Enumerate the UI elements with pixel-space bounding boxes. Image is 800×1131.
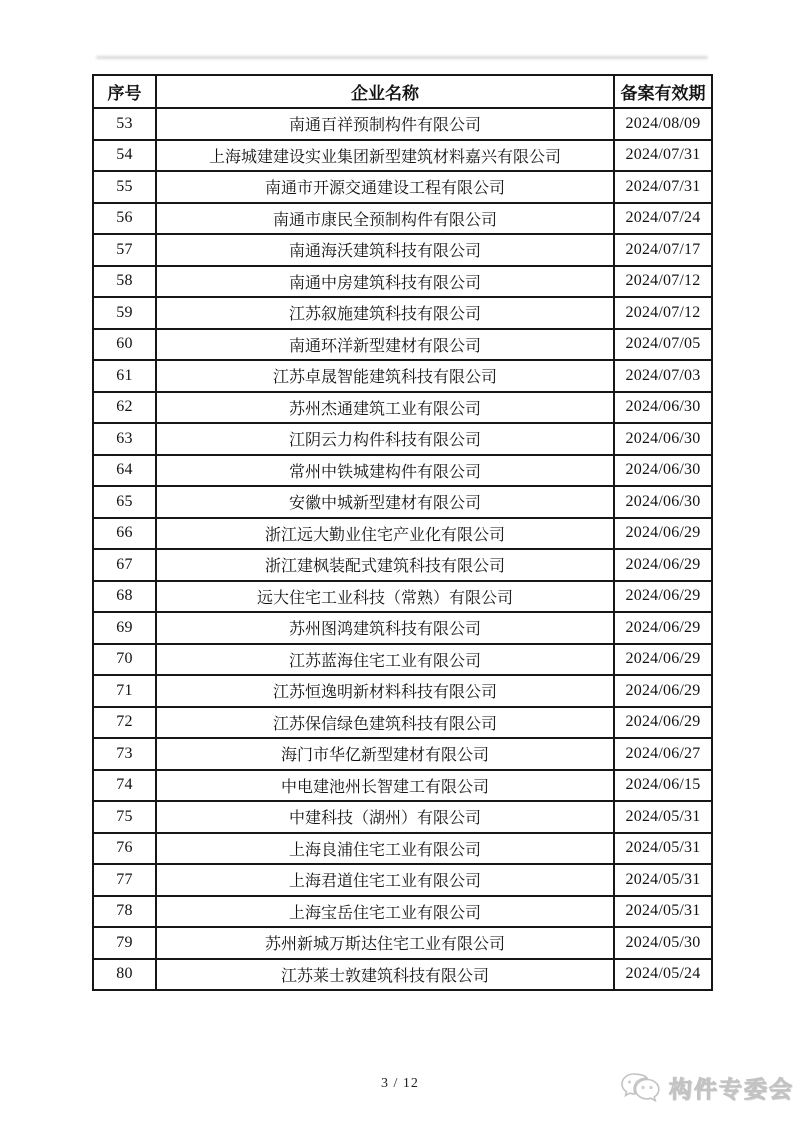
row-validity-date: 2024/08/09 [614,108,712,140]
row-validity-date: 2024/05/31 [614,864,712,896]
row-company-name: 中建科技（湖州）有限公司 [156,801,614,833]
row-validity-date: 2024/05/31 [614,896,712,928]
row-company-name: 远大住宅工业科技（常熟）有限公司 [156,581,614,613]
row-validity-date: 2024/06/29 [614,581,712,613]
table-row [93,329,712,361]
table-row [93,612,712,644]
row-company-name: 江苏莱士敦建筑科技有限公司 [156,959,614,991]
row-validity-date: 2024/07/05 [614,329,712,361]
row-company-name: 江苏恒逸明新材料科技有限公司 [156,675,614,707]
row-seq-no: 69 [93,612,156,644]
row-validity-date: 2024/05/24 [614,959,712,991]
table-row [93,927,712,959]
row-company-name: 苏州杰通建筑工业有限公司 [156,392,614,424]
row-company-name: 南通市开源交通建设工程有限公司 [156,171,614,203]
company-filing-table [92,74,713,991]
table-row [93,140,712,172]
row-validity-date: 2024/06/27 [614,738,712,770]
row-seq-no: 76 [93,833,156,865]
row-company-name: 江苏保信绿色建筑科技有限公司 [156,707,614,739]
wechat-icon [620,1070,666,1104]
row-seq-no: 68 [93,581,156,613]
row-seq-no: 72 [93,707,156,739]
row-seq-no: 67 [93,549,156,581]
row-company-name: 中电建池州长智建工有限公司 [156,770,614,802]
table-row [93,581,712,613]
row-company-name: 苏州图鸿建筑科技有限公司 [156,612,614,644]
row-company-name: 浙江建枫装配式建筑科技有限公司 [156,549,614,581]
row-validity-date: 2024/05/31 [614,833,712,865]
row-company-name: 安徽中城新型建材有限公司 [156,486,614,518]
table-body [93,108,712,990]
table-row [93,266,712,298]
row-validity-date: 2024/07/31 [614,140,712,172]
row-validity-date: 2024/05/31 [614,801,712,833]
row-seq-no: 57 [93,234,156,266]
row-company-name: 江阴云力构件科技有限公司 [156,423,614,455]
table-row [93,675,712,707]
row-seq-no: 60 [93,329,156,361]
row-seq-no: 71 [93,675,156,707]
table-row [93,297,712,329]
table-row [93,707,712,739]
table-row [93,423,712,455]
watermark [620,1070,794,1104]
row-validity-date: 2024/05/30 [614,927,712,959]
row-seq-no: 54 [93,140,156,172]
table-row [93,486,712,518]
row-company-name: 南通市康民全预制构件有限公司 [156,203,614,235]
row-validity-date: 2024/06/29 [614,612,712,644]
row-seq-no: 70 [93,644,156,676]
row-company-name: 上海宝岳住宅工业有限公司 [156,896,614,928]
row-validity-date: 2024/07/12 [614,266,712,298]
table-row [93,959,712,991]
row-company-name: 南通百祥预制构件有限公司 [156,108,614,140]
table-row [93,392,712,424]
row-validity-date: 2024/07/12 [614,297,712,329]
table-row [93,896,712,928]
table-row [93,455,712,487]
row-seq-no: 55 [93,171,156,203]
table-row [93,360,712,392]
table-row [93,171,712,203]
row-company-name: 上海良浦住宅工业有限公司 [156,833,614,865]
table-row [93,108,712,140]
table-row [93,549,712,581]
row-seq-no: 56 [93,203,156,235]
row-company-name: 南通中房建筑科技有限公司 [156,266,614,298]
row-company-name: 上海君道住宅工业有限公司 [156,864,614,896]
table-row [93,203,712,235]
row-seq-no: 63 [93,423,156,455]
row-validity-date: 2024/06/30 [614,455,712,487]
row-seq-no: 53 [93,108,156,140]
table-row [93,234,712,266]
scan-shadow [96,56,708,59]
table-row [93,833,712,865]
row-validity-date: 2024/07/17 [614,234,712,266]
row-company-name: 苏州新城万斯达住宅工业有限公司 [156,927,614,959]
row-seq-no: 65 [93,486,156,518]
header-seq-no: 序号 [93,75,156,108]
row-validity-date: 2024/07/31 [614,171,712,203]
row-seq-no: 73 [93,738,156,770]
row-seq-no: 78 [93,896,156,928]
header-validity-date: 备案有效期 [614,75,712,108]
row-validity-date: 2024/06/30 [614,486,712,518]
row-seq-no: 77 [93,864,156,896]
row-validity-date: 2024/06/29 [614,518,712,550]
page-indicator: 3 / 12 [381,1076,419,1091]
row-company-name: 上海城建建设实业集团新型建筑材料嘉兴有限公司 [156,140,614,172]
table-header-row [93,75,712,108]
row-validity-date: 2024/07/03 [614,360,712,392]
row-validity-date: 2024/06/29 [614,707,712,739]
row-company-name: 江苏卓晟智能建筑科技有限公司 [156,360,614,392]
row-company-name: 江苏蓝海住宅工业有限公司 [156,644,614,676]
table-row [93,518,712,550]
row-validity-date: 2024/06/15 [614,770,712,802]
table-row [93,644,712,676]
row-validity-date: 2024/06/29 [614,549,712,581]
row-company-name: 海门市华亿新型建材有限公司 [156,738,614,770]
row-seq-no: 80 [93,959,156,991]
row-seq-no: 79 [93,927,156,959]
row-seq-no: 58 [93,266,156,298]
row-seq-no: 62 [93,392,156,424]
row-seq-no: 61 [93,360,156,392]
table-row [93,864,712,896]
row-seq-no: 64 [93,455,156,487]
row-company-name: 南通环洋新型建材有限公司 [156,329,614,361]
table-row [93,770,712,802]
row-company-name: 南通海沃建筑科技有限公司 [156,234,614,266]
row-validity-date: 2024/07/24 [614,203,712,235]
watermark-label: 构件专委会 [669,1075,794,1102]
row-validity-date: 2024/06/29 [614,675,712,707]
row-validity-date: 2024/06/30 [614,423,712,455]
header-company-name: 企业名称 [156,75,614,108]
table-row [93,738,712,770]
row-seq-no: 66 [93,518,156,550]
row-company-name: 常州中铁城建构件有限公司 [156,455,614,487]
table-row [93,801,712,833]
row-seq-no: 74 [93,770,156,802]
row-validity-date: 2024/06/29 [614,644,712,676]
row-validity-date: 2024/06/30 [614,392,712,424]
row-seq-no: 75 [93,801,156,833]
row-company-name: 江苏叙施建筑科技有限公司 [156,297,614,329]
row-company-name: 浙江远大勤业住宅产业化有限公司 [156,518,614,550]
row-seq-no: 59 [93,297,156,329]
